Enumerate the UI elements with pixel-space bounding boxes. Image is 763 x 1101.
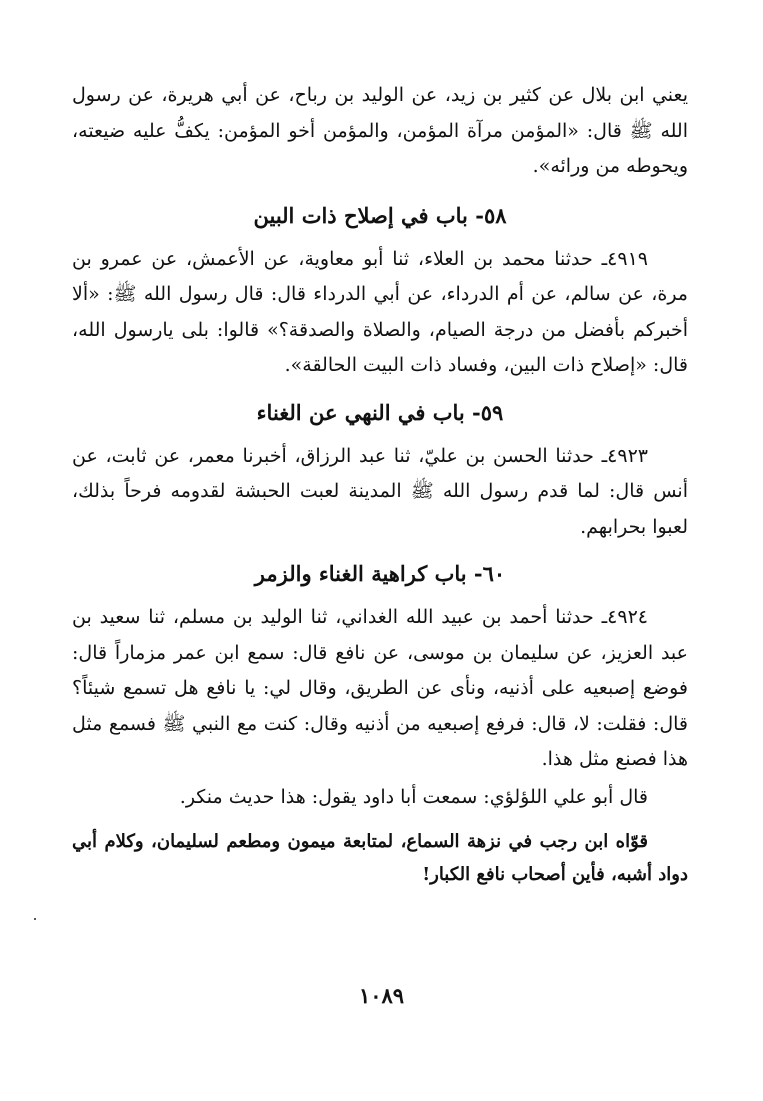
section-58-heading: ٥٨- باب في إصلاح ذات البين <box>253 202 507 228</box>
section-60-heading: ٦٠- باب كراهية الغناء والزمر <box>254 561 506 586</box>
section-59-heading: ٥٩- باب في النهي عن الغناء <box>256 399 504 425</box>
hadith-4919: ٤٩١٩ـ حدثنا محمد بن العلاء، ثنا أبو معاوية، عن الأعمش، عن عمرو بن مرة، عن سالم، عن أم الدرداء، عن أبي الدرداء قال: قال رسول الله ﷺ: «ألا أخبركم بأفضل من درجة الصيام، والصلاة والصدقة؟» قالوا: بلى يارسول الله، قال: «إصلاح ذات البين، وفساد ذات البيت الحالقة». <box>72 247 688 376</box>
editor-note: قوّاه ابن رجب في نزهة السماع، لمتابعة ميمون ومطعم لسليمان، وكلام أبي دواد أشبه، فأين أصحاب نافع الكبار! <box>72 831 688 885</box>
margin-mark <box>34 918 36 920</box>
page-number: ١٠٨٩ <box>358 983 405 1008</box>
hadith-4923: ٤٩٢٣ـ حدثنا الحسن بن عليّ، ثنا عبد الرزاق، أخبرنا معمر، عن ثابت، عن أنس قال: لما قدم رسول الله ﷺ المدينة لعبت الحبشة لقدومه فرحاً بذلك، لعبوا بحرابهم. <box>72 444 688 538</box>
intro-paragraph: يعني ابن بلال عن كثير بن زيد، عن الوليد بن رباح، عن أبي هريرة، عن رسول الله ﷺ قال: «المؤمن مرآة المؤمن، والمؤمن أخو المؤمن: يكفُّ عليه ضيعته، ويحوطه من ورائه». <box>72 84 688 177</box>
page-body <box>72 78 688 891</box>
hadith-4924: ٤٩٢٤ـ حدثنا أحمد بن عبيد الله الغداني، ثنا الوليد بن مسلم، ثنا سعيد بن عبد العزيز، عن سليمان بن موسى، عن نافع قال: سمع ابن عمر مزماراً قال: فوضع إصبعيه على أذنيه، ونأى عن الطريق، وقال لي: يا نافع هل تسمع شيئاً؟ قال: فقلت: لا، قال: فرفع إصبعيه من أذنيه وقال: كنت مع النبي ﷺ فسمع مثل هذا فصنع مثل هذا. <box>72 606 688 770</box>
abu-ali-comment: قال أبو علي اللؤلؤي: سمعت أبا داود يقول: هذا حديث منكر. <box>179 785 648 808</box>
